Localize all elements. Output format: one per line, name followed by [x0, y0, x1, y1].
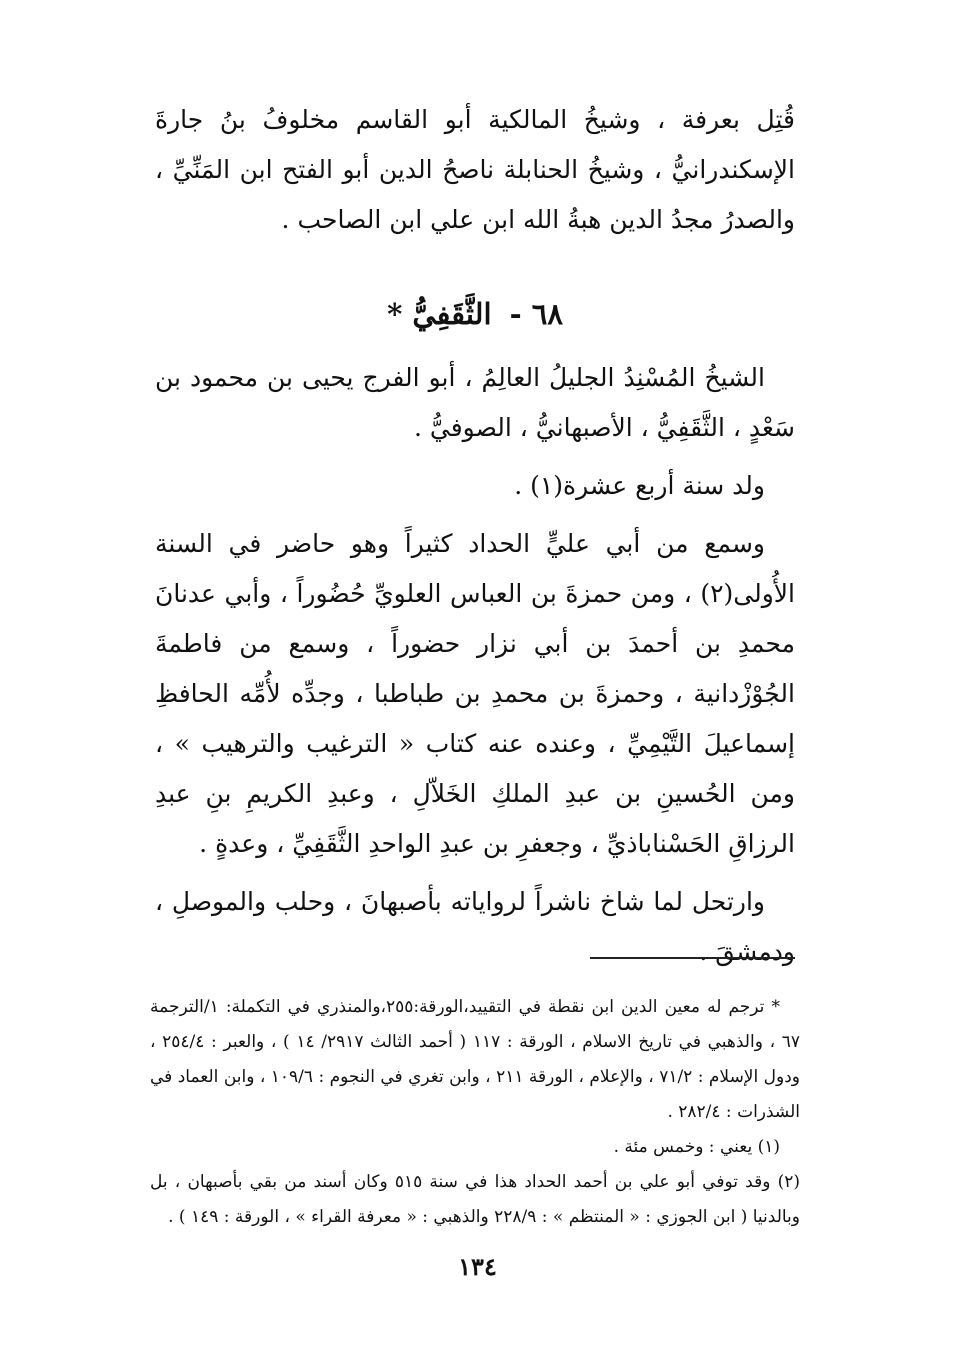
page-number: ١٣٤: [458, 1252, 497, 1281]
footnotes: [150, 990, 800, 1235]
entry-number: ٦٨ -: [509, 297, 563, 331]
entry-heading: [155, 289, 795, 339]
footnote-star: * ترجم له معين الدين ابن نقطة في التقييد،الورقة:٢٥٥،والمنذري في التكملة: ١/الترجمة ٦٧ ، والذهبي في تاريخ الاسلام ، الورقة : ١١٧ ( أحمد الثالث ٢٩١٧/ ١٤ ) ، والعبر : ٢٥٤/٤ ، ودول الإسلام : ٧١/٢ ، والإعلام ، الورقة ٢١١ ، وابن تغري في النجوم : ١٠٩/٦ ، وابن العماد في الشذرات : ٢٨٢/٤ .: [150, 997, 800, 1122]
footnote-separator: [590, 957, 795, 959]
footnote-2: (٢) وقد توفي أبو علي بن أحمد الحداد هذا في سنة ٥١٥ وكان أسند من بقي بأصبهان ، بل وبالدنيا ( ابن الجوزي : « المنتظم » : ٢٢٨/٩ والذهبي : « معرفة القراء » ، الورقة : ١٤٩ ) .: [150, 1172, 800, 1227]
footnote-1: (١) يعني : وخمس مئة .: [613, 1137, 780, 1157]
entry-title: الثَّقَفِيُّ *: [387, 297, 492, 331]
bio-paragraph-3: وسمع من أبي عليٍّ الحداد كثيراً وهو حاضر في السنة الأُولى(٢) ، ومن حمزةَ بن العباس العلويِّ حُضُوراً ، وأبي عدنانَ محمدِ بن أحمدَ بن أبي نزار حضوراً ، وسمع من فاطمةَ الجُوْزْدانية ، وحمزةَ بن محمدِ بن طباطبا ، وجدِّه لأُمِّه الحافظِ إسماعيلَ التَّيْمِيِّ ، وعنده عنه كتاب « الترغيب والترهيب » ، ومن الحُسينِ بن عبدِ الملكِ الخَلاّلِ ، وعبدِ الكريمِ بنِ عبدِ الرزاقِ الحَسْناباذيِّ ، وجعفرِ بن عبدِ الواحدِ الثَّقَفِيِّ ، وعدةٍ .: [155, 529, 795, 858]
bio-paragraph-4: وارتحل لما شاخ ناشراً لرواياته بأصبهانَ ، وحلب والموصلِ ، ودمشقَ .: [155, 887, 795, 966]
main-text: [155, 95, 795, 977]
intro-paragraph: قُتِل بعرفة ، وشيخُ المالكية أبو القاسم مخلوفُ بنُ جارةَ الإسكندرانيُّ ، وشيخُ الحنابلة ناصحُ الدين أبو الفتح ابن المَنِّيِّ ، والصدرُ مجدُ الدين هبةُ الله ابن علي ابن الصاحب .: [155, 105, 795, 234]
bio-paragraph-1: الشيخُ المُسْنِدُ الجليلُ العالِمُ ، أبو الفرج يحيى بن محمود بن سَعْدٍ ، الثَّقَفِيُّ ، الأصبهانيُّ ، الصوفيُّ .: [155, 363, 795, 442]
bio-paragraph-2: ولد سنة أربع عشرة(١) .: [514, 471, 765, 500]
